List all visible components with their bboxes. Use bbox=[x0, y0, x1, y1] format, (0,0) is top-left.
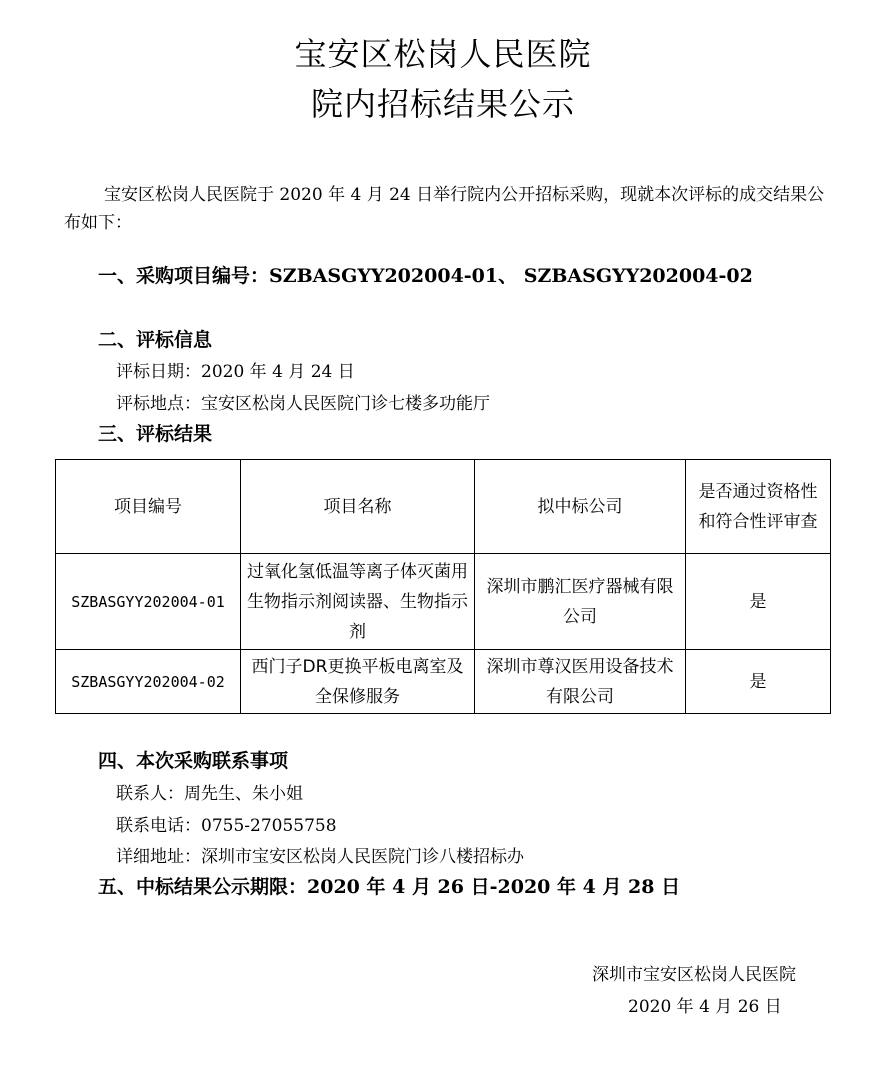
section5-heading: 五、中标结果公示期限：2020 年 4 月 26 日-2020 年 4 月 28 日 bbox=[98, 876, 681, 898]
cell-project-name: 西门子DR更换平板电离室及全保修服务 bbox=[241, 650, 475, 714]
table-row bbox=[56, 650, 831, 714]
section1-heading: 一、采购项目编号：SZBASGYY202004-01、 SZBASGYY202004-02 bbox=[98, 265, 753, 287]
results-table bbox=[55, 459, 831, 714]
cell-winning-company: 深圳市尊汉医用设备技术有限公司 bbox=[475, 650, 686, 714]
cell-qualification: 是 bbox=[686, 554, 831, 650]
contact-person: 联系人：周先生、朱小姐 bbox=[116, 784, 303, 804]
section3-heading: 三、评标结果 bbox=[98, 423, 213, 445]
evaluation-place: 评标地点：宝安区松岗人民医院门诊七楼多功能厅 bbox=[116, 394, 490, 414]
cell-project-code: SZBASGYY202004-02 bbox=[56, 650, 241, 714]
signature-date: 2020 年 4 月 26 日 bbox=[628, 997, 782, 1017]
header-winning-company: 拟中标公司 bbox=[475, 460, 686, 554]
header-qualification: 是否通过资格性和符合性评审查 bbox=[686, 460, 831, 554]
contact-phone: 联系电话：0755-27055758 bbox=[116, 816, 337, 836]
table-row bbox=[56, 554, 831, 650]
signature-org: 深圳市宝安区松岗人民医院 bbox=[592, 965, 796, 985]
header-project-name: 项目名称 bbox=[241, 460, 475, 554]
cell-project-code: SZBASGYY202004-01 bbox=[56, 554, 241, 650]
table-header-row bbox=[56, 460, 831, 554]
intro-paragraph: 宝安区松岗人民医院于 2020 年 4 月 24 日举行院内公开招标采购，现就本次评标的成交结果公布如下： bbox=[64, 185, 825, 233]
header-project-code: 项目编号 bbox=[56, 460, 241, 554]
cell-project-name: 过氧化氢低温等离子体灭菌用生物指示剂阅读器、生物指示剂 bbox=[241, 554, 475, 650]
cell-qualification: 是 bbox=[686, 650, 831, 714]
evaluation-date: 评标日期：2020 年 4 月 24 日 bbox=[116, 362, 355, 382]
document-title-line2: 院内招标结果公示 bbox=[310, 85, 575, 123]
section2-heading: 二、评标信息 bbox=[98, 329, 213, 351]
contact-address: 详细地址：深圳市宝安区松岗人民医院门诊八楼招标办 bbox=[116, 847, 524, 867]
cell-winning-company: 深圳市鹏汇医疗器械有限公司 bbox=[475, 554, 686, 650]
document-title-line1: 宝安区松岗人民医院 bbox=[294, 35, 592, 73]
section4-heading: 四、本次采购联系事项 bbox=[98, 750, 289, 772]
